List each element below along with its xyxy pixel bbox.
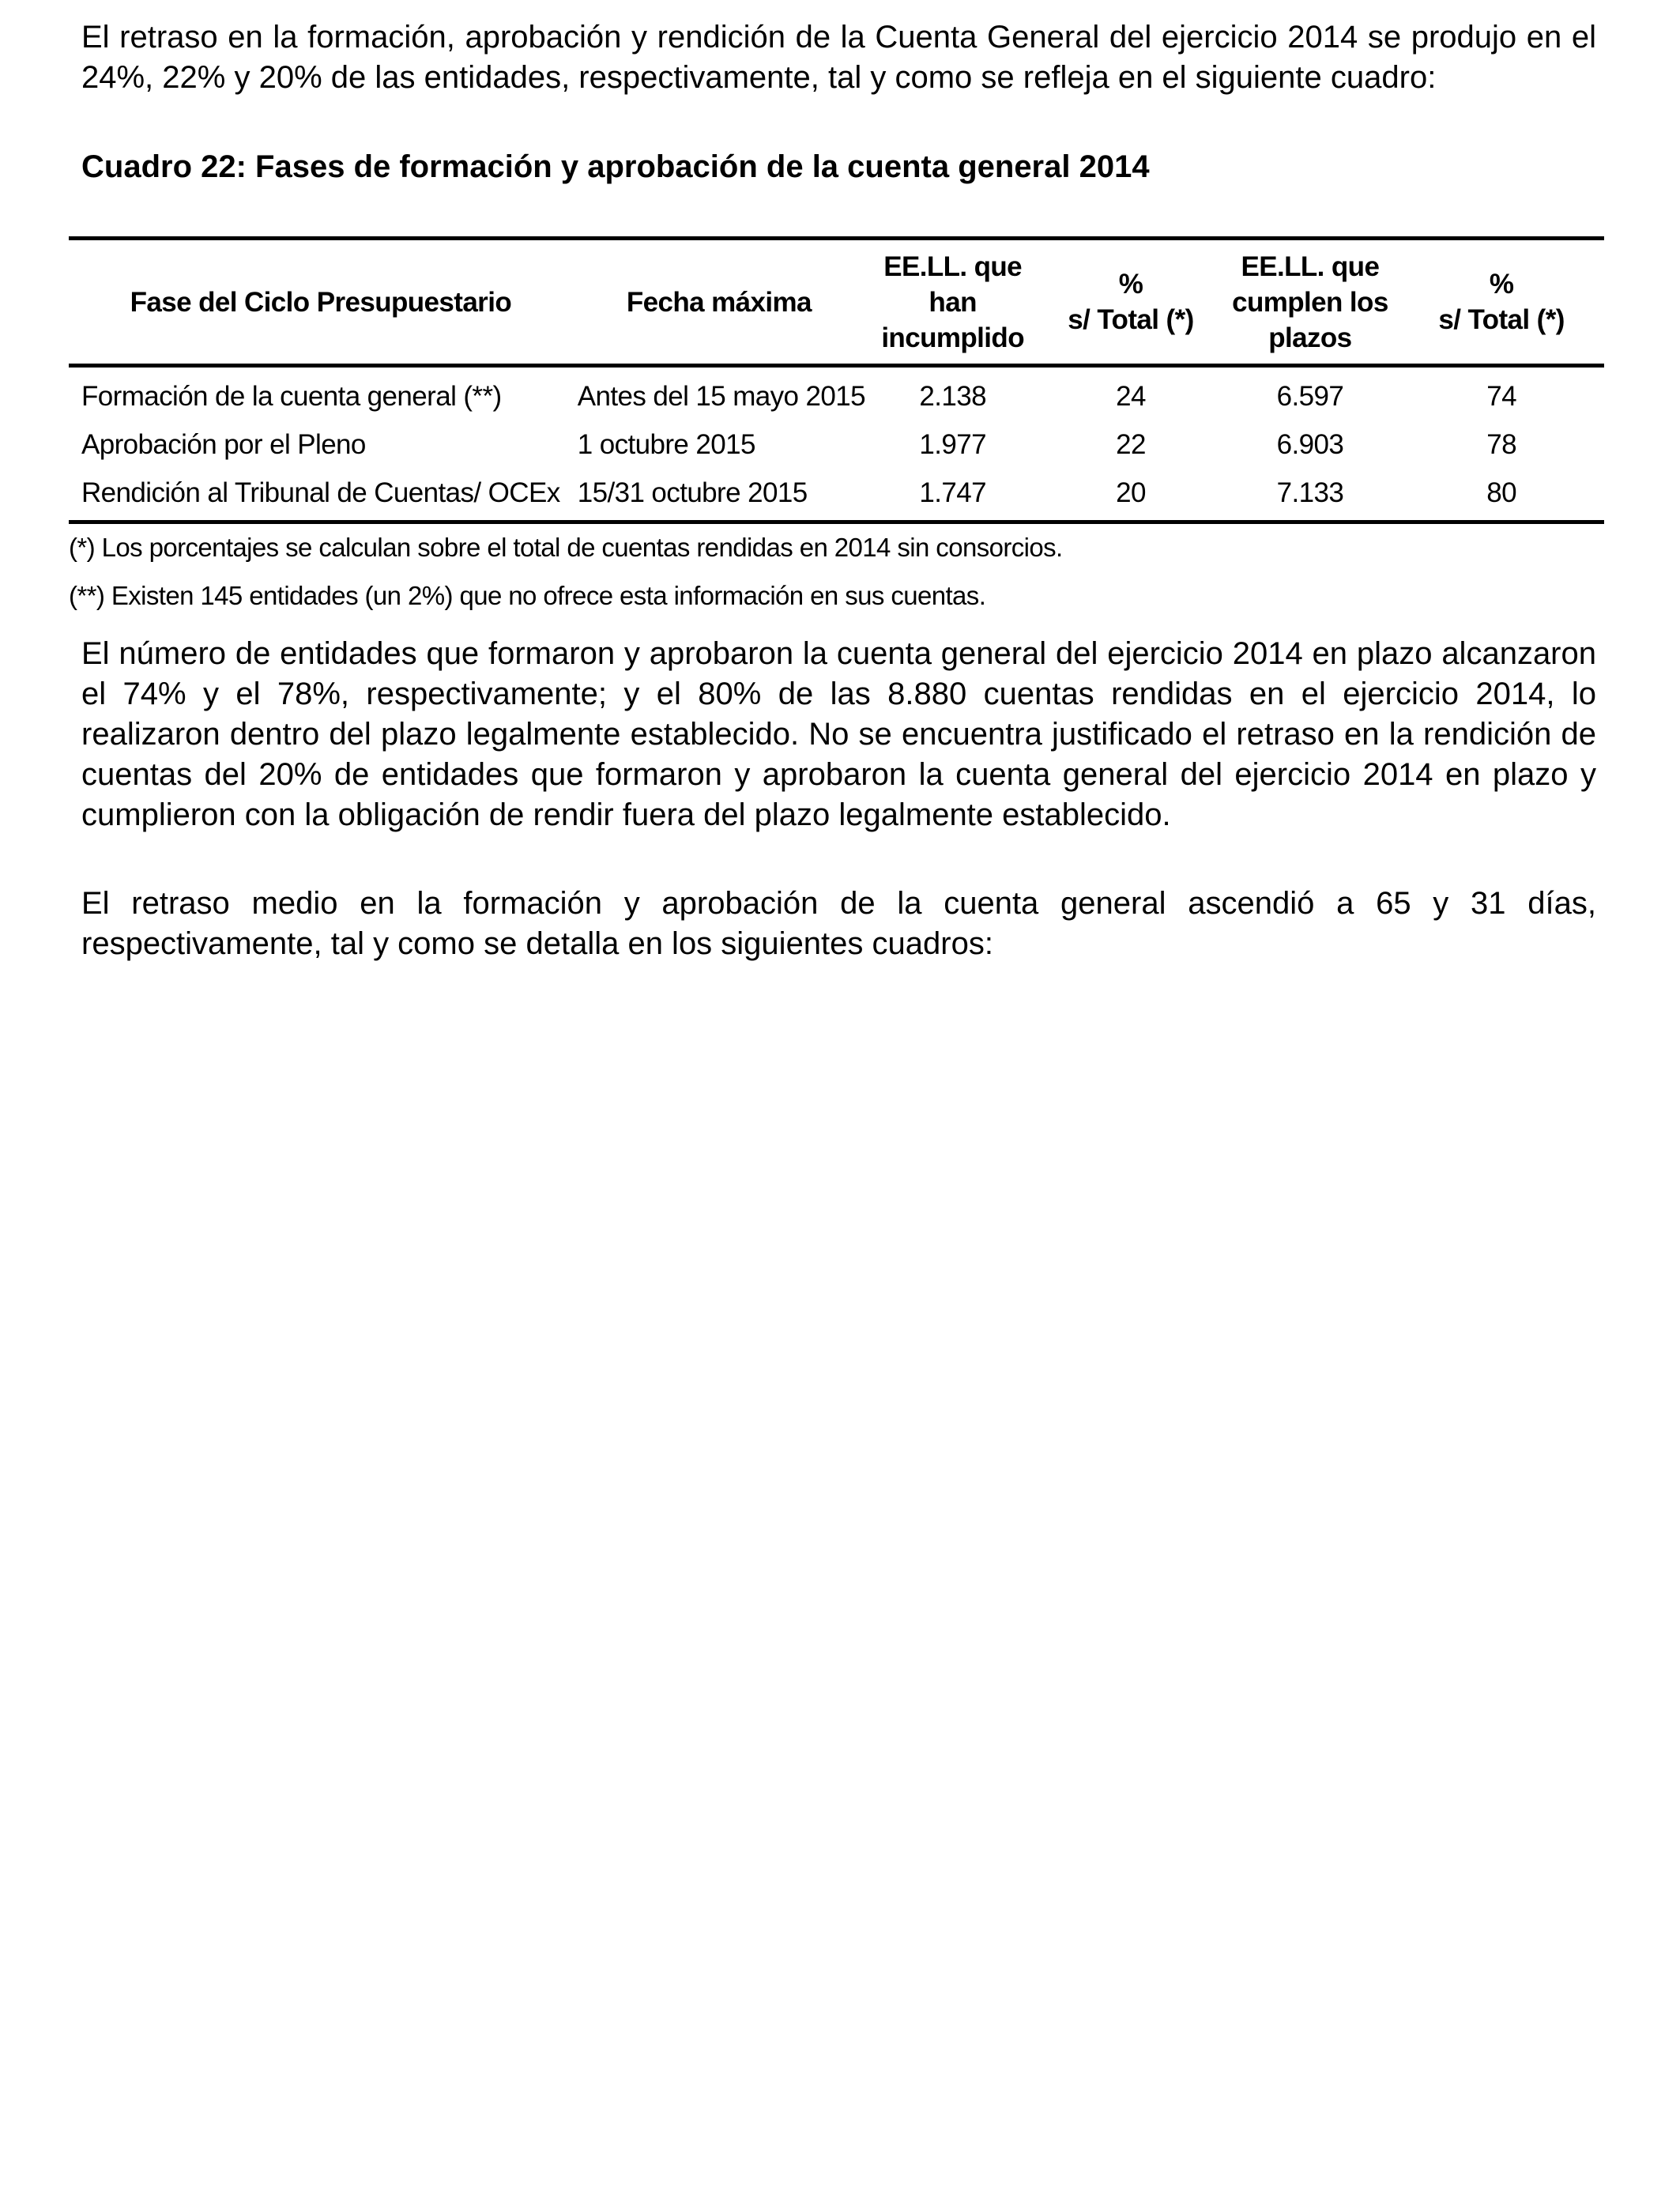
table-container [69,236,1604,612]
cell-pct-cumplen: 78 [1486,429,1516,460]
table-note: (*) Los porcentajes se calculan sobre el total de cuentas rendidas en 2014 sin consorcios. [69,533,1063,562]
table-row [69,469,1604,522]
cell-fecha: 1 octubre 2015 [577,429,755,460]
table-notes [69,532,1604,612]
cell-incumplido: 2.138 [919,381,986,412]
phases-table [69,236,1604,524]
cell-cumplen: 7.133 [1276,477,1344,508]
cell-incumplido: 1.977 [919,429,986,460]
cell-fase: Rendición al Tribunal de Cuentas/ OCEx [81,477,560,508]
cell-pct-cumplen: 74 [1486,381,1516,412]
cell-pct-incumplido: 20 [1116,477,1146,508]
cell-pct-cumplen: 80 [1486,477,1516,508]
header-pct-incumplido: % s/ Total (*) [1068,269,1194,335]
table-row [69,366,1604,421]
header-incumplido: EE.LL. que han incumplido [881,251,1024,353]
cell-fase: Formación de la cuenta general (**) [81,381,502,412]
intro-paragraph: El retraso en la formación, aprobación y rendición de la Cuenta General del ejercicio 2014 se produjo en el 24%, 22% y 20% de las entidades, respectivamente, tal y como se refleja en el siguiente cuadro: [81,20,1596,95]
document-page [69,17,1596,964]
cell-pct-incumplido: 22 [1116,429,1146,460]
table-caption: Cuadro 22: Fases de formación y aprobación de la cuenta general 2014 [81,149,1150,184]
cell-fecha: 15/31 octubre 2015 [577,477,808,508]
cell-fase: Aprobación por el Pleno [81,429,366,460]
cell-incumplido: 1.747 [919,477,986,508]
table-row [69,420,1604,469]
header-fase: Fase del Ciclo Presupuestario [130,286,512,318]
table-header-row [69,239,1604,366]
cell-cumplen: 6.597 [1276,381,1344,412]
cell-fecha: Antes del 15 mayo 2015 [577,381,865,412]
cell-cumplen: 6.903 [1276,429,1344,460]
table-note: (**) Existen 145 entidades (un 2%) que no ofrece esta información en sus cuentas. [69,581,986,610]
header-fecha: Fecha máxima [626,286,812,318]
header-pct-cumplen: % s/ Total (*) [1438,269,1565,335]
header-cumplen: EE.LL. que cumplen los plazos [1232,251,1388,353]
body-paragraph: El retraso medio en la formación y aprobación de la cuenta general ascendió a 65 y 31 días, respectivamente, tal y como se detalla en los siguientes cuadros: [81,886,1596,961]
cell-pct-incumplido: 24 [1116,381,1146,412]
body-paragraph: El número de entidades que formaron y aprobaron la cuenta general del ejercicio 2014 en plazo alcanzaron el 74% y el 78%, respectivamente; y el 80% de las 8.880 cuentas rendidas en el ejercicio 2014, lo realizaron dentro del plazo legalmente establecido. No se encuentra justificado el retraso en la rendición de cuentas del 20% de entidades que formaron y aprobaron la cuenta general del ejercicio 2014 en plazo y cumplieron con la obligación de rendir fuera del plazo legalmente establecido. [81,636,1596,832]
